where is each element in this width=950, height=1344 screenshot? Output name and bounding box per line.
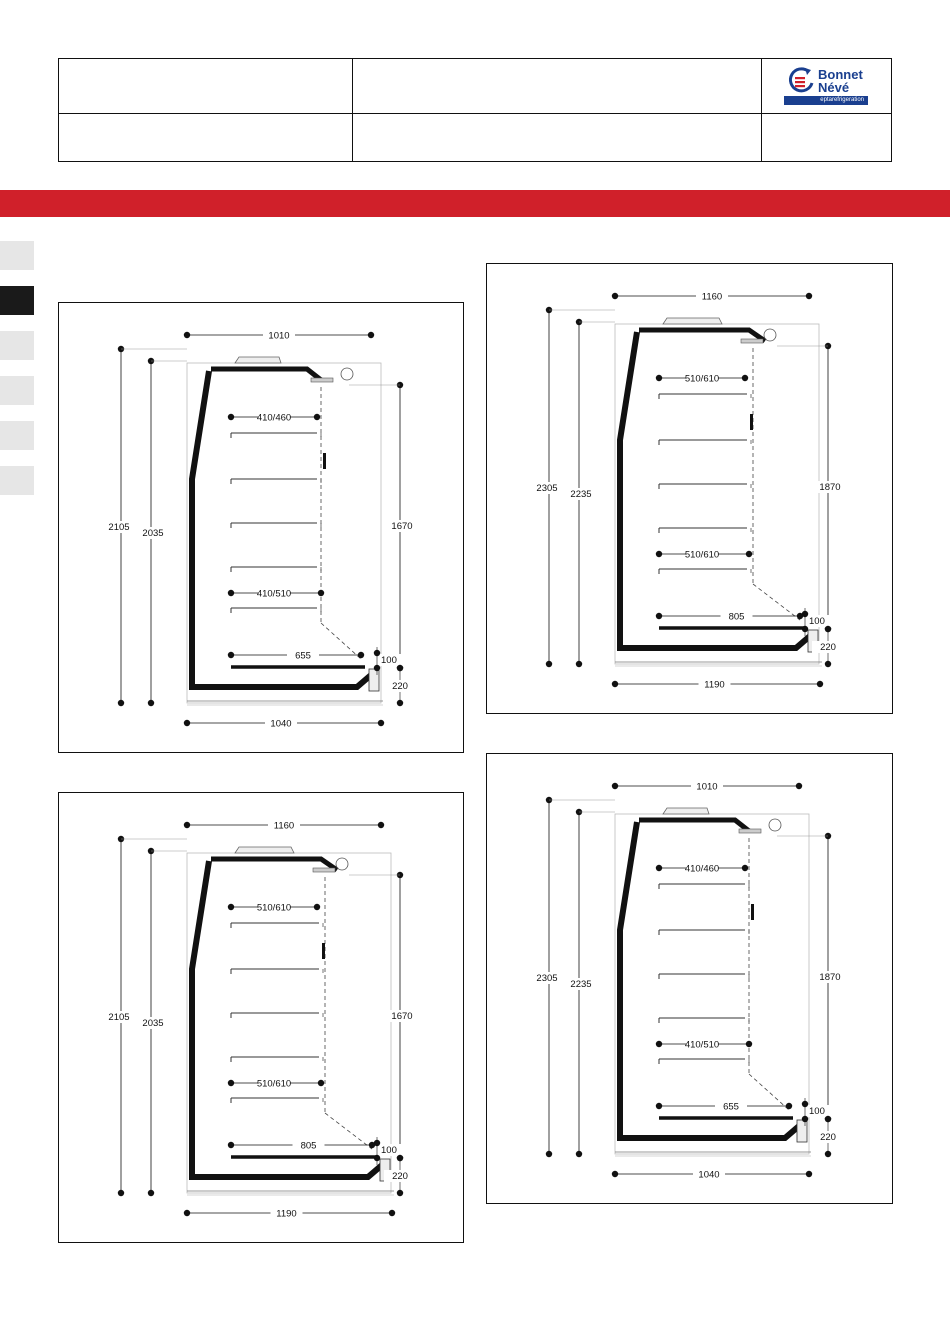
dim-depth: 805 [728,611,745,623]
side-tab-5[interactable] [0,421,34,450]
dim-total-height: 2305 [536,973,558,984]
dimension-dot [656,551,662,557]
cabinet-diagram-1 [59,303,465,754]
dim-top: 1010 [696,781,718,793]
air-curtain [749,1074,789,1110]
price-marker [323,453,326,469]
fan-icon [764,329,776,341]
light-rail [311,378,333,382]
logo-emblem-icon [786,66,816,96]
dimension-dot [184,822,190,828]
dim-small-gap: 100 [381,655,397,666]
dim-base: 220 [820,1132,836,1143]
header-col-divider-1 [352,59,353,161]
dimension-dot [802,1116,808,1122]
dim-top: 1160 [701,291,723,303]
dimension-dot [378,822,384,828]
dim-shelf-upper: 510/610 [256,902,292,914]
dimension-dot [796,783,802,789]
dimension-dot [378,720,384,726]
brand-logo [784,64,868,106]
dimension-dot [825,626,831,632]
dimension-dot [802,626,808,632]
fan-icon [769,819,781,831]
light-rail [741,339,763,343]
dim-small-gap: 100 [809,1106,825,1117]
dimension-dot [612,783,618,789]
dim-bottom: 1040 [698,1169,720,1181]
dimension-dot [576,661,582,667]
dim-inner-height: 2235 [570,979,592,990]
dimension-dot [397,1155,403,1161]
dimension-dot [389,1210,395,1216]
light-rail [739,829,761,833]
light-rail [313,868,335,872]
fan-icon [341,368,353,380]
dimension-dot [825,661,831,667]
dim-shelf-lower: 410/510 [256,588,292,600]
dim-total-height: 2105 [108,522,130,533]
dim-base: 220 [392,1171,408,1182]
dimension-dot [228,904,234,910]
dimension-dot [786,1103,792,1109]
side-tab-4[interactable] [0,376,34,405]
dimension-dot [576,1151,582,1157]
dimension-dot [806,1171,812,1177]
dimension-dot [612,1171,618,1177]
dim-total-height: 2305 [536,483,558,494]
dimension-dot [228,1142,234,1148]
dimension-dot [397,665,403,671]
canopy-lamp [663,318,722,324]
dimension-dot [656,865,662,871]
dim-total-height: 2105 [108,1012,130,1023]
cabinet-diagram-3 [59,793,465,1244]
dimension-dot [368,332,374,338]
header-row-divider [59,113,891,114]
dimension-dot [314,904,320,910]
dimension-dot [228,590,234,596]
dimension-dot [228,1080,234,1086]
dimension-dot [656,613,662,619]
dim-shelf-upper: 410/460 [256,412,292,424]
dim-depth: 805 [300,1140,317,1152]
dim-base: 220 [820,642,836,653]
dimension-dot [228,652,234,658]
dimension-dot [817,681,823,687]
dim-inner-height: 2035 [142,1018,164,1029]
dimension-dot [369,1142,375,1148]
dimension-dot [318,590,324,596]
diagram-panel-2 [486,263,893,714]
dimension-dot [228,414,234,420]
dim-top: 1160 [273,820,295,832]
diagram-panel-1 [58,302,464,753]
side-tab-1[interactable] [0,241,34,270]
canopy-lamp [663,808,709,814]
dimension-dot [802,1101,808,1107]
air-curtain [325,1113,372,1149]
logo-tagline: eptarefrigeration [784,96,868,105]
dimension-dot [612,681,618,687]
dimension-dot [118,1190,124,1196]
price-marker [322,943,325,959]
dim-bottom: 1190 [704,679,725,691]
fan-icon [336,858,348,870]
dim-base: 220 [392,681,408,692]
dimension-dot [184,332,190,338]
dim-depth: 655 [723,1101,739,1113]
canopy-lamp [235,847,294,853]
diagram-panel-3 [58,792,464,1243]
cabinet-diagram-4 [487,754,894,1205]
dim-bottom: 1190 [276,1208,297,1220]
dim-shelf-lower: 510/610 [684,549,720,561]
air-curtain [753,584,800,620]
dim-inner-height: 2235 [570,489,592,500]
dim-depth: 655 [295,650,311,662]
side-tab-2[interactable] [0,286,34,315]
dimension-dot [746,1041,752,1047]
dimension-dot [656,375,662,381]
dimension-dot [825,1116,831,1122]
dimension-dot [546,1151,552,1157]
section-band [0,190,950,217]
dim-right-height: 1870 [819,482,841,493]
dimension-dot [314,414,320,420]
dimension-dot [118,700,124,706]
dimension-dot [374,650,380,656]
dim-top: 1010 [268,330,290,342]
cabinet-top [639,820,749,831]
dim-shelf-lower: 510/610 [256,1078,292,1090]
dimension-dot [656,1103,662,1109]
cabinet-top [211,369,321,380]
side-tab-6[interactable] [0,466,34,495]
logo-line-1: Bonnet [818,67,863,82]
dim-bottom: 1040 [270,718,292,730]
dimension-dot [148,700,154,706]
dimension-dot [612,293,618,299]
price-marker [750,414,753,430]
side-tab-3[interactable] [0,331,34,360]
dimension-dot [746,551,752,557]
dim-shelf-upper: 410/460 [684,863,720,875]
dim-small-gap: 100 [809,616,825,627]
dim-shelf-upper: 510/610 [684,373,720,385]
dimension-dot [656,1041,662,1047]
diagram-panel-4 [486,753,893,1204]
canopy-lamp [235,357,281,363]
dimension-dot [184,1210,190,1216]
dimension-dot [806,293,812,299]
evaporator-block [797,1120,807,1142]
dimension-dot [397,1190,403,1196]
dim-inner-height: 2035 [142,528,164,539]
dimension-dot [742,865,748,871]
dimension-dot [742,375,748,381]
dimension-dot [397,700,403,706]
dimension-dot [358,652,364,658]
header-col-divider-2 [761,59,762,161]
dimension-dot [318,1080,324,1086]
dim-small-gap: 100 [381,1145,397,1156]
dim-right-height: 1670 [391,521,413,532]
air-curtain [321,623,361,659]
dimension-dot [148,1190,154,1196]
dim-shelf-lower: 410/510 [684,1039,720,1051]
dim-right-height: 1870 [819,972,841,983]
header-table [58,58,892,162]
dimension-dot [184,720,190,726]
dim-right-height: 1670 [391,1011,413,1022]
logo-line-2: Névé [818,80,850,95]
price-marker [751,904,754,920]
dimension-dot [374,665,380,671]
cabinet-diagram-2 [487,264,894,715]
dimension-dot [374,1155,380,1161]
dimension-dot [546,661,552,667]
evaporator-block [369,669,379,691]
dimension-dot [797,613,803,619]
dimension-dot [825,1151,831,1157]
